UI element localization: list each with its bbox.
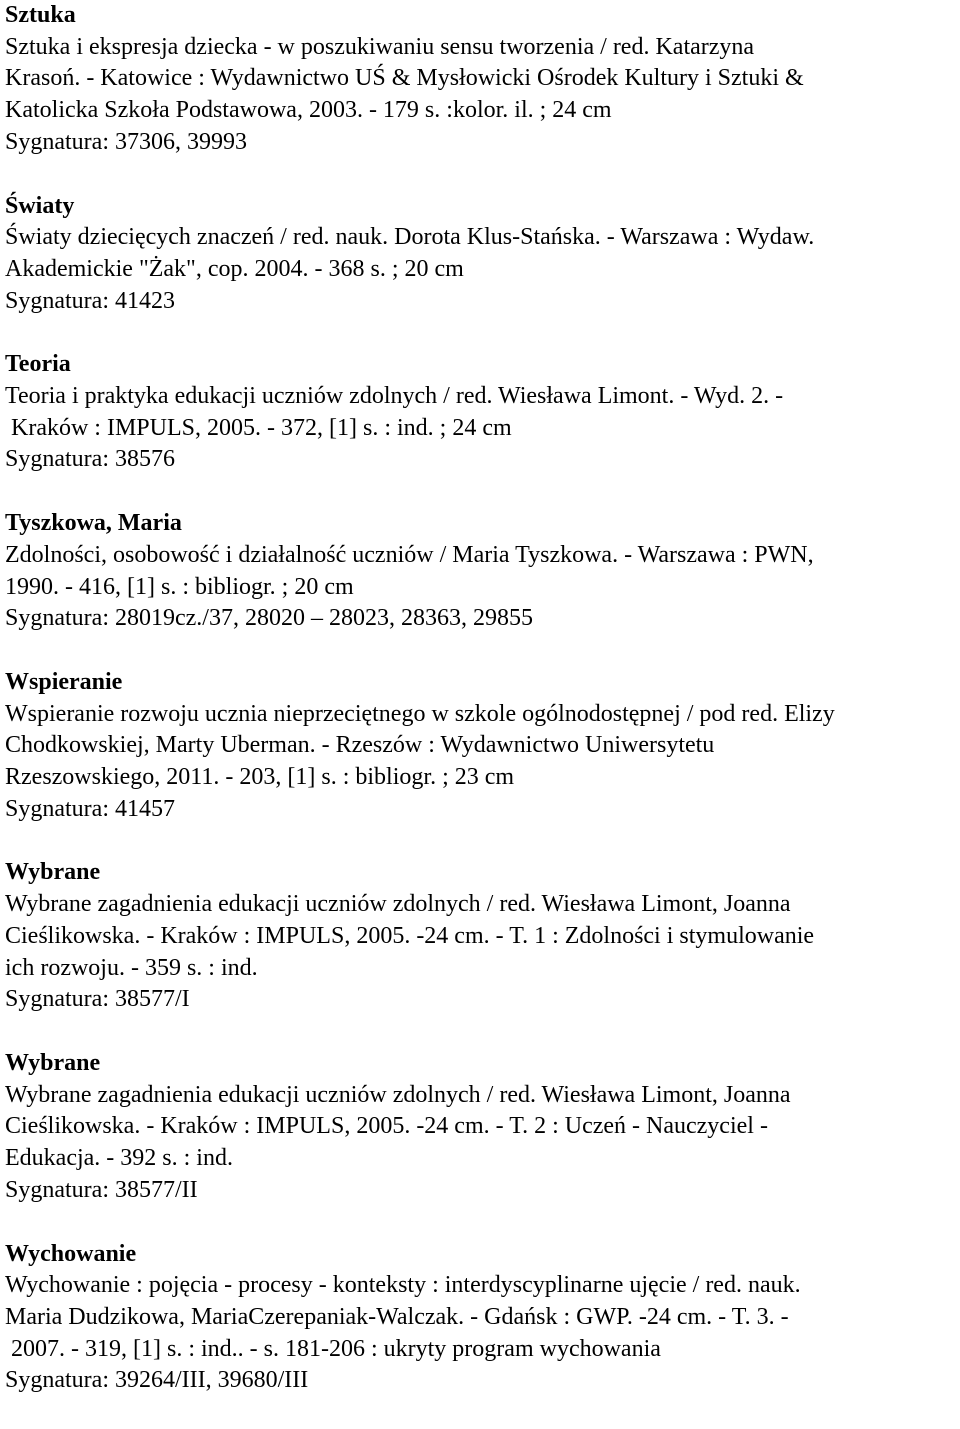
entry-heading: Światy [5, 192, 75, 219]
entry-description-line: Wybrane zagadnienia edukacji uczniów zdolnych / red. Wiesława Limont, Joanna [5, 1081, 791, 1108]
catalog-entry [5, 1048, 960, 1207]
catalog-entry [5, 191, 960, 318]
catalog-page [5, 0, 960, 1429]
entry-description-line: Zdolności, osobowość i działalność uczniów / Maria Tyszkowa. - Warszawa : PWN, [5, 541, 814, 568]
entry-signature: Sygnatura: 38577/II [5, 1176, 198, 1203]
entry-description-line: Cieślikowska. - Kraków : IMPULS, 2005. -24 cm. - T. 1 : Zdolności i stymulowanie [5, 922, 815, 949]
catalog-entry [5, 349, 960, 476]
entry-signature: Sygnatura: 41457 [5, 795, 175, 822]
entry-signature: Sygnatura: 38576 [5, 446, 175, 473]
entry-description-line: Cieślikowska. - Kraków : IMPULS, 2005. -24 cm. - T. 2 : Uczeń - Nauczyciel - [5, 1113, 768, 1140]
entry-description-line: Krasoń. - Katowice : Wydawnictwo UŚ & Mysłowicki Ośrodek Kultury i Sztuki & [5, 65, 804, 92]
catalog-entry [5, 0, 960, 159]
entry-description-line: Edukacja. - 392 s. : ind. [5, 1145, 233, 1172]
entry-signature: Sygnatura: 41423 [5, 287, 175, 314]
entry-heading: Wychowanie [5, 1240, 137, 1267]
entry-description-line: Rzeszowskiego, 2011. - 203, [1] s. : bibliogr. ; 23 cm [5, 764, 515, 791]
entry-heading: Wybrane [5, 1049, 101, 1076]
entry-description-line: Wybrane zagadnienia edukacji uczniów zdolnych / red. Wiesława Limont, Joanna [5, 891, 791, 918]
entry-description-line: Sztuka i ekspresja dziecka - w poszukiwaniu sensu tworzenia / red. Katarzyna [5, 33, 755, 60]
entry-heading: Tyszkowa, Maria [5, 510, 182, 537]
entry-heading: Wspieranie [5, 668, 123, 695]
entry-heading: Sztuka [5, 2, 76, 28]
entry-signature: Sygnatura: 38577/I [5, 986, 190, 1013]
entry-description-line: Katolicka Szkoła Podstawowa, 2003. - 179 s. :kolor. il. ; 24 cm [5, 97, 612, 124]
catalog-entry [5, 1239, 960, 1398]
entry-heading: Teoria [5, 351, 71, 378]
entry-description-line: Kraków : IMPULS, 2005. - 372, [1] s. : ind. ; 24 cm [11, 414, 512, 441]
entry-description-line: ich rozwoju. - 359 s. : ind. [5, 954, 258, 981]
entry-description-line: Akademickie "Żak", cop. 2004. - 368 s. ; 20 cm [5, 255, 464, 282]
entry-description-line: Wspieranie rozwoju ucznia nieprzeciętnego w szkole ogólnodostępnej / pod red. Elizy [5, 700, 835, 727]
entry-signature: Sygnatura: 37306, 39993 [5, 128, 247, 155]
catalog-entry [5, 857, 960, 1016]
entry-description-line: Wychowanie : pojęcia - procesy - konteksty : interdyscyplinarne ujęcie / red. nauk. [5, 1272, 801, 1299]
entry-description-line: 2007. - 319, [1] s. : ind.. - s. 181-206 : ukryty program wychowania [11, 1335, 661, 1362]
entry-description-line: Chodkowskiej, Marty Uberman. - Rzeszów : Wydawnictwo Uniwersytetu [5, 732, 715, 759]
entry-description-line: 1990. - 416, [1] s. : bibliogr. ; 20 cm [5, 573, 354, 600]
entry-description-line: Światy dziecięcych znaczeń / red. nauk. Dorota Klus-Stańska. - Warszawa : Wydaw. [5, 224, 815, 251]
catalog-entry [5, 667, 960, 826]
entry-description-line: Maria Dudzikowa, MariaCzerepaniak-Walczak. - Gdańsk : GWP. -24 cm. - T. 3. - [5, 1303, 789, 1330]
entry-description-line: Teoria i praktyka edukacji uczniów zdolnych / red. Wiesława Limont. - Wyd. 2. - [5, 383, 784, 410]
entry-signature: Sygnatura: 28019cz./37, 28020 – 28023, 28363, 29855 [5, 605, 533, 632]
entry-signature: Sygnatura: 39264/III, 39680/III [5, 1367, 309, 1394]
entry-heading: Wybrane [5, 859, 101, 886]
catalog-entry [5, 508, 960, 635]
